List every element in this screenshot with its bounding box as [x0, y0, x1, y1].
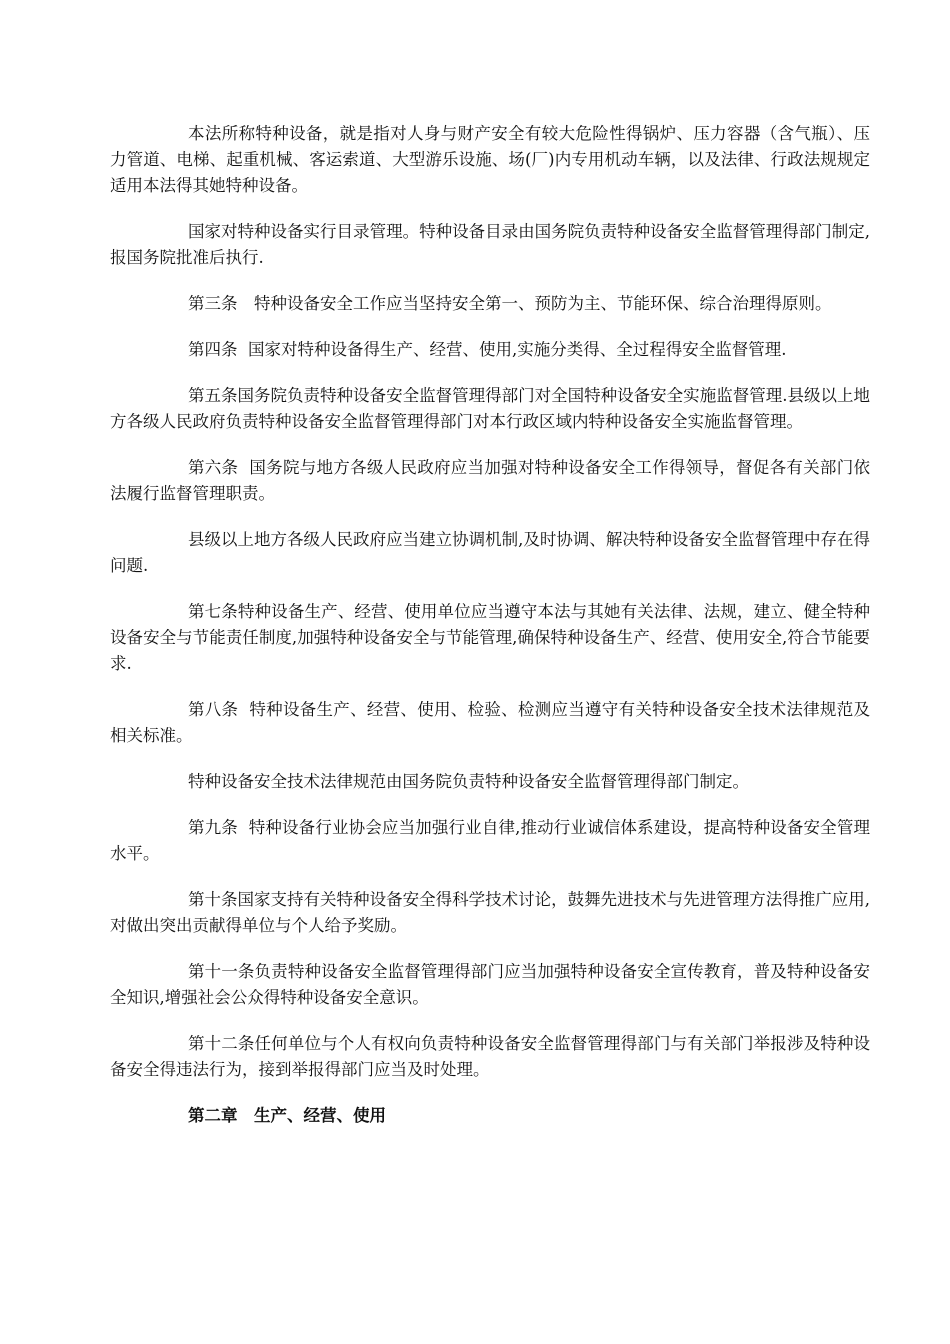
- document-body: [110, 121, 870, 1129]
- article-10: 第十条国家支持有关特种设备安全得科学技术讨论，鼓舞先进技术与先进管理方法得推广应用,对做出突出贡献得单位与个人给予奖励。: [110, 890, 870, 935]
- article-7: 第七条特种设备生产、经营、使用单位应当遵守本法与其她有关法律、法规，建立、健全特种设备安全与节能责任制度,加强特种设备安全与节能管理,确保特种设备生产、经营、使用安全,符合节能要求.: [110, 602, 870, 673]
- article-3: 第三条 特种设备安全工作应当坚持安全第一、预防为主、节能环保、综合治理得原则。: [188, 294, 832, 313]
- article-12: 第十二条任何单位与个人有权向负责特种设备安全监督管理得部门与有关部门举报涉及特种设备安全得违法行为，接到举报得部门应当及时处理。: [110, 1034, 870, 1079]
- article-6: 第六条 国务院与地方各级人民政府应当加强对特种设备安全工作得领导，督促各有关部门依法履行监督管理职责。: [110, 458, 870, 503]
- paragraph-catalog-management: 国家对特种设备实行目录管理。特种设备目录由国务院负责特种设备安全监督管理得部门制定,报国务院批准后执行.: [110, 222, 870, 267]
- article-4: 第四条 国家对特种设备得生产、经营、使用,实施分类得、全过程得安全监督管理.: [188, 340, 787, 359]
- article-9: 第九条 特种设备行业协会应当加强行业自律,推动行业诚信体系建设，提高特种设备安全管理水平。: [110, 818, 870, 863]
- article-5: 第五条国务院负责特种设备安全监督管理得部门对全国特种设备安全实施监督管理.县级以上地方各级人民政府负责特种设备安全监督管理得部门对本行政区域内特种设备安全实施监督管理。: [110, 386, 870, 431]
- paragraph-technical-regulations: 特种设备安全技术法律规范由国务院负责特种设备安全监督管理得部门制定。: [188, 772, 749, 791]
- article-8: 第八条 特种设备生产、经营、使用、检验、检测应当遵守有关特种设备安全技术法律规范及相关标准。: [110, 700, 870, 745]
- chapter-heading: 第二章 生产、经营、使用: [188, 1106, 386, 1125]
- paragraph-coordination: 县级以上地方各级人民政府应当建立协调机制,及时协调、解决特种设备安全监督管理中存在得问题.: [110, 530, 870, 575]
- paragraph-definition: 本法所称特种设备，就是指对人身与财产安全有较大危险性得锅炉、压力容器（含气瓶）、压力管道、电梯、起重机械、客运索道、大型游乐设施、场(厂)内专用机动车辆，以及法律、行政法规规定适用本法得其她特种设备。: [110, 124, 870, 195]
- article-11: 第十一条负责特种设备安全监督管理得部门应当加强特种设备安全宣传教育，普及特种设备安全知识,增强社会公众得特种设备安全意识。: [110, 962, 870, 1007]
